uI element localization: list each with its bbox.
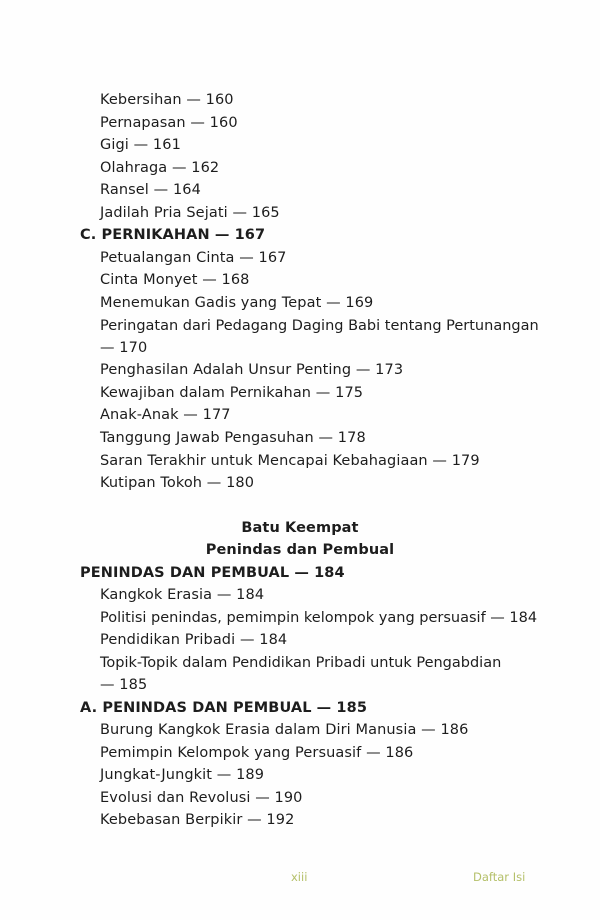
toc-entry-continuation: — 170 (100, 340, 148, 356)
toc-entry: Burung Kangkok Erasia dalam Diri Manusia — 186 (100, 722, 469, 738)
section-heading-a: A. PENINDAS DAN PEMBUAL — 185 (80, 700, 368, 716)
toc-entry: Jadilah Pria Sejati — 165 (100, 205, 280, 221)
toc-entry: Kewajiban dalam Pernikahan — 175 (100, 385, 364, 401)
toc-entry: Tanggung Jawab Pengasuhan — 178 (100, 430, 366, 446)
toc-entry: Penghasilan Adalah Unsur Penting — 173 (100, 362, 404, 378)
toc-entry: Saran Terakhir untuk Mencapai Kebahagiaan — 179 (100, 453, 480, 469)
toc-entry: Gigi — 161 (100, 137, 181, 153)
toc-entry: Topik-Topik dalam Pendidikan Pribadi untuk Pengabdian (100, 655, 502, 671)
part-title-line2: Penindas dan Pembual (205, 542, 395, 558)
toc-entry: Peringatan dari Pedagang Daging Babi tentang Pertunangan (100, 318, 539, 334)
part-title-line1: Batu Keempat (241, 520, 359, 536)
page-number: xiii (291, 870, 308, 884)
toc-entry: Politisi penindas, pemimpin kelompok yang persuasif — 184 (100, 610, 538, 626)
toc-entry: Kutipan Tokoh — 180 (100, 475, 255, 491)
toc-entry: Pernapasan — 160 (100, 115, 238, 131)
toc-entry: Menemukan Gadis yang Tepat — 169 (100, 295, 374, 311)
toc-entry: Pendidikan Pribadi — 184 (100, 632, 288, 648)
toc-entry: Petualangan Cinta — 167 (100, 250, 287, 266)
toc-entry: Olahraga — 162 (100, 160, 220, 176)
toc-entry: Kebebasan Berpikir — 192 (100, 812, 295, 828)
toc-entry: Jungkat-Jungkit — 189 (100, 767, 265, 783)
toc-entry-continuation: — 185 (100, 677, 148, 693)
toc-entry: Ransel — 164 (100, 182, 201, 198)
toc-entry: Cinta Monyet — 168 (100, 272, 250, 288)
toc-entry: Evolusi dan Revolusi — 190 (100, 790, 303, 806)
toc-entry: Kebersihan — 160 (100, 92, 234, 108)
section-heading-c: C. PERNIKAHAN — 167 (80, 227, 266, 243)
toc-entry: Kangkok Erasia — 184 (100, 587, 265, 603)
running-footer-label: Daftar Isi (473, 870, 526, 884)
toc-entry: Pemimpin Kelompok yang Persuasif — 186 (100, 745, 414, 761)
section-heading-main: PENINDAS DAN PEMBUAL — 184 (80, 565, 345, 581)
toc-entry: Anak-Anak — 177 (100, 407, 231, 423)
